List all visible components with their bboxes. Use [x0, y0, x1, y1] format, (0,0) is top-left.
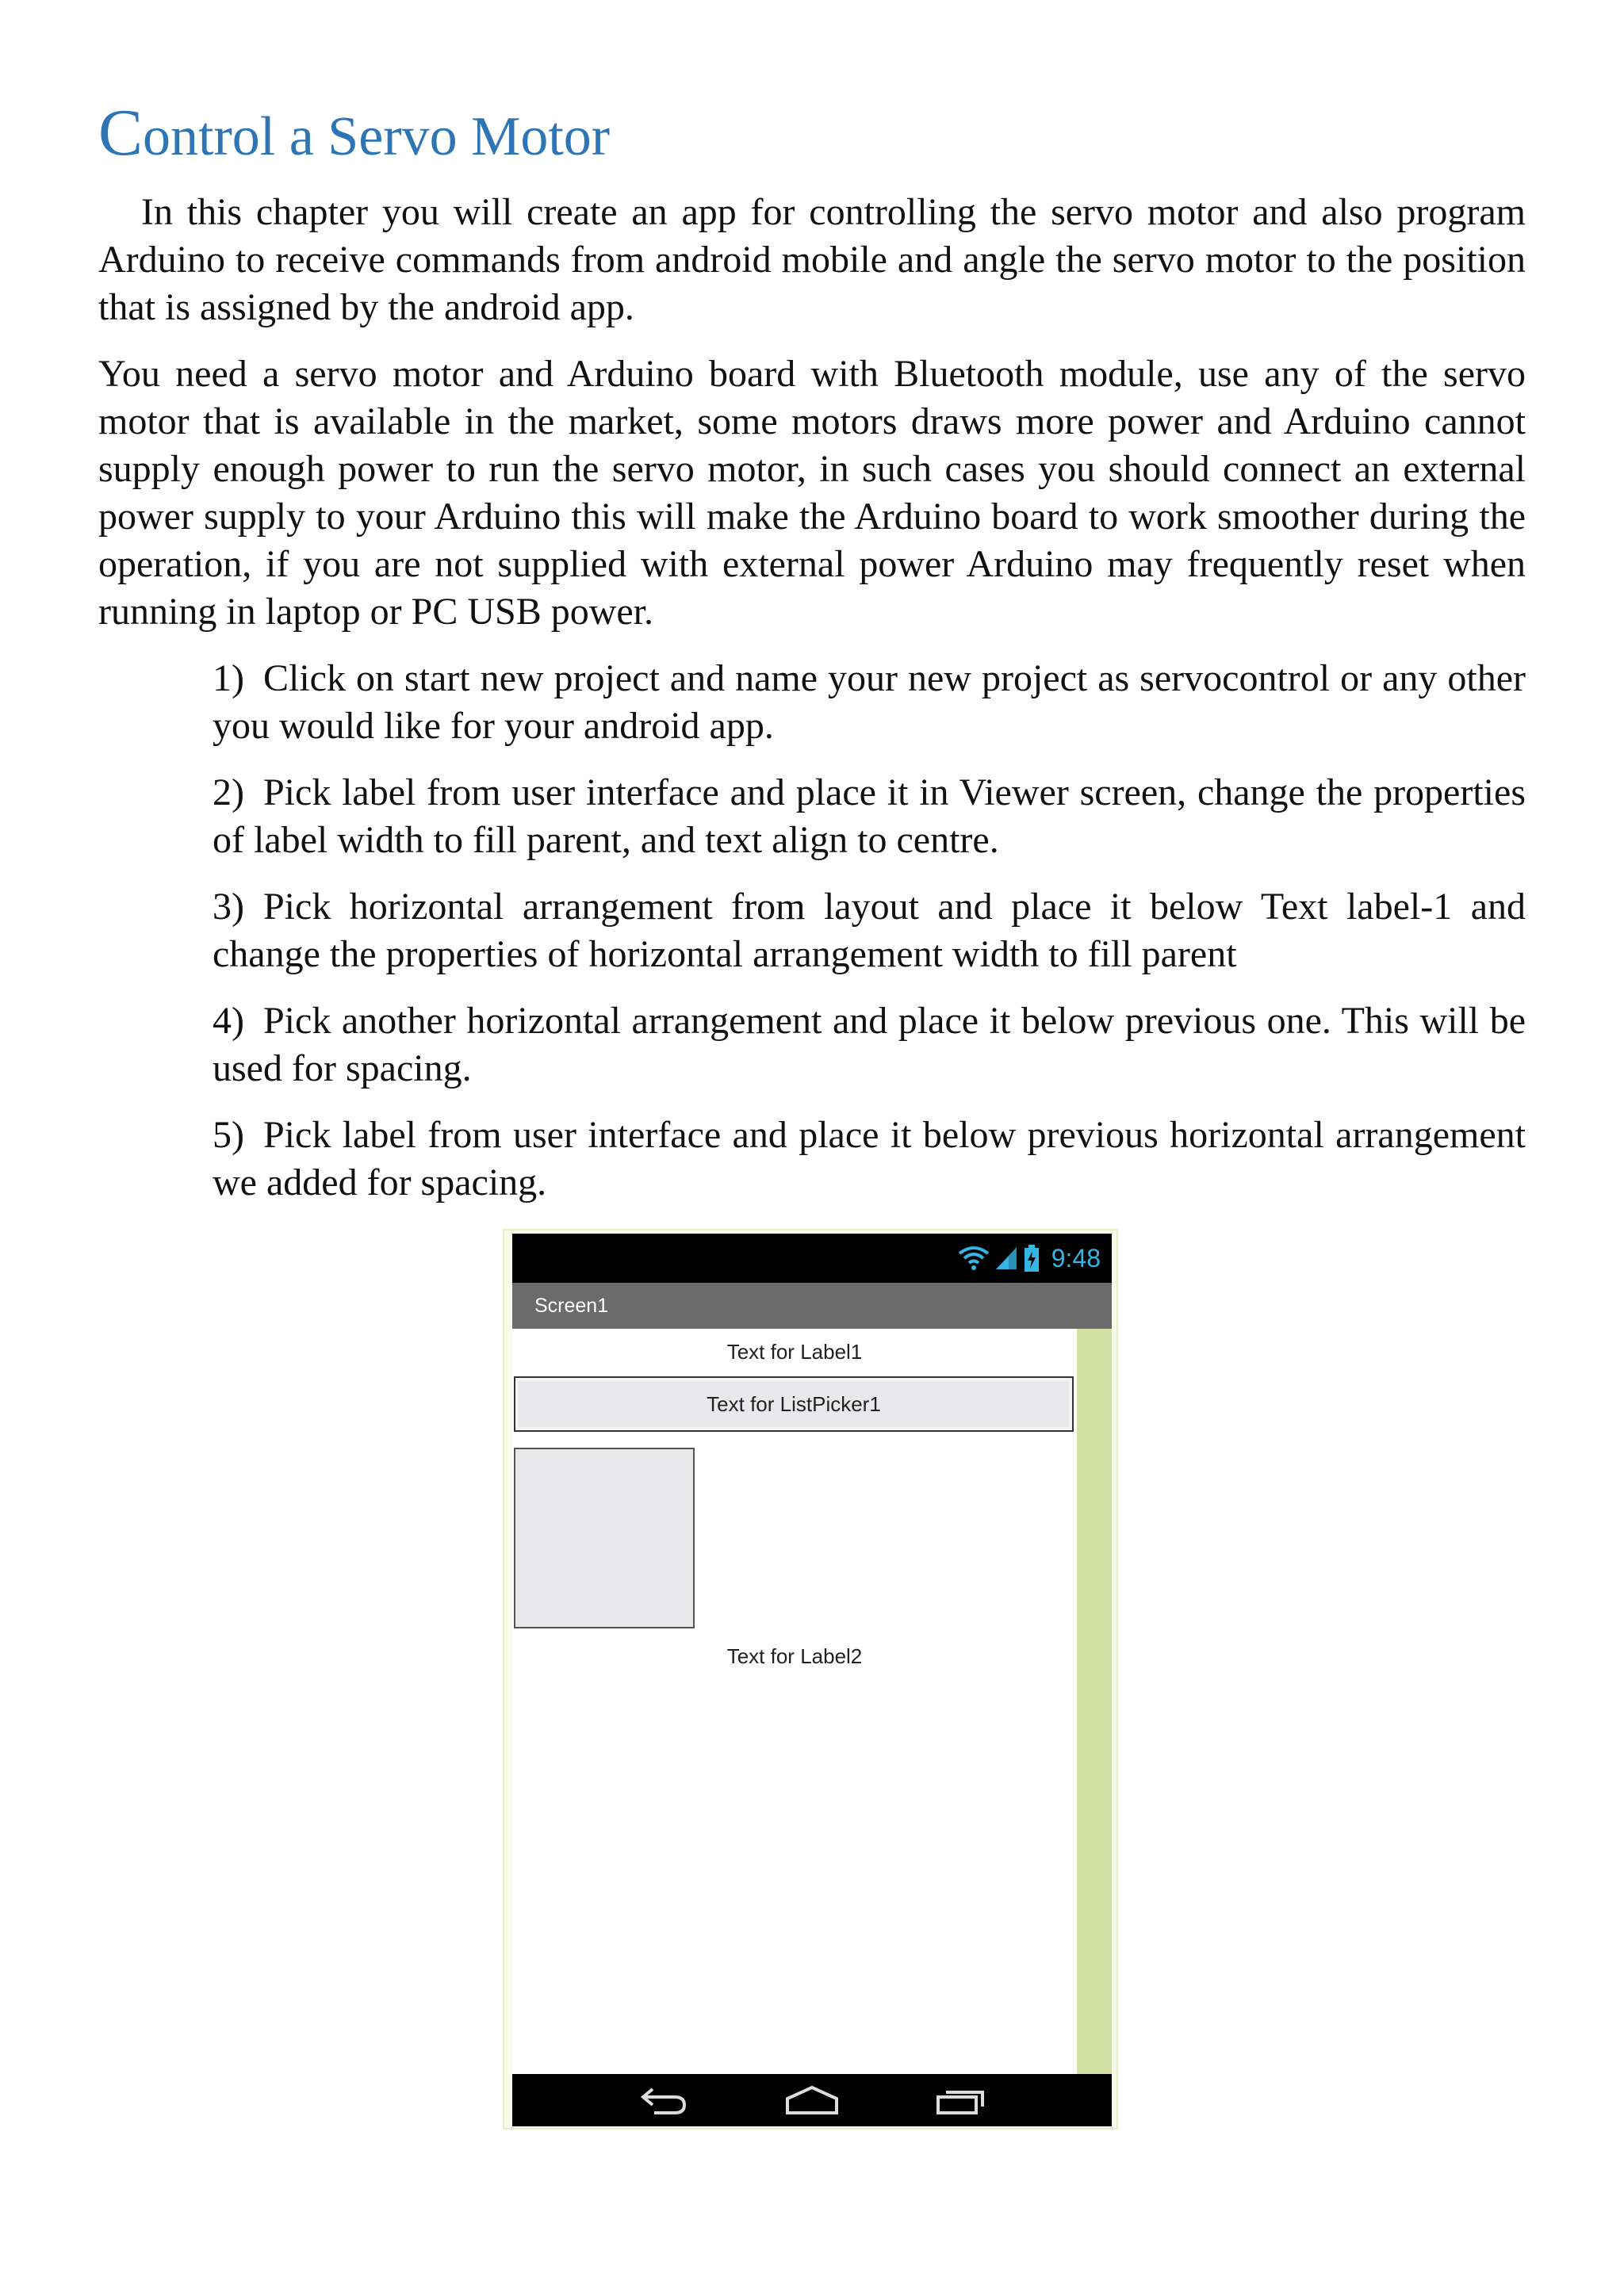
step-number: 2): [213, 771, 244, 813]
step-number: 5): [213, 1114, 244, 1156]
step-item-5: [213, 1112, 1526, 1207]
listpicker-button[interactable]: [514, 1376, 1074, 1432]
step-text: Pick label from user interface and place it in Viewer screen, change the properties of label width to fill parent, and text align to centre.: [213, 771, 1526, 861]
step-text: Click on start new project and name your new project as servocontrol or any other you would like for your android app.: [213, 657, 1526, 747]
step-item-1: [213, 655, 1526, 750]
step-text: Pick another horizontal arrangement and place it below previous one. This will be used for spacing.: [213, 1000, 1526, 1089]
screen-title: Screen1: [534, 1294, 609, 1317]
step-number: 3): [213, 886, 244, 928]
label2: Text for Label2: [726, 1644, 863, 1668]
viewer-screen: [512, 1329, 1112, 2074]
wifi-icon: [958, 1246, 990, 1271]
step-item-3: [213, 883, 1526, 978]
status-bar: [512, 1234, 1112, 1283]
listpicker-label: Text for ListPicker1: [707, 1391, 881, 1416]
step-text: Pick label from user interface and place it below previous horizontal arrangement we added for spacing.: [213, 1114, 1526, 1203]
page-title: [98, 94, 610, 174]
status-time: 9:48: [1051, 1243, 1101, 1272]
viewer-scrollbar[interactable]: [1077, 1329, 1112, 2074]
title-initial: C: [98, 96, 144, 170]
home-icon[interactable]: [784, 2084, 840, 2116]
screen-title-bar: [512, 1283, 1112, 1329]
step-item-4: [213, 997, 1526, 1093]
status-icons: [958, 1245, 1040, 1272]
horizontal-arrangement: [514, 1448, 695, 1628]
navigation-bar: [512, 2074, 1112, 2126]
signal-icon: [994, 1246, 1018, 1271]
step-item-2: [213, 769, 1526, 864]
step-number: 4): [213, 1000, 244, 1042]
requirements-paragraph: You need a servo motor and Arduino board with Bluetooth module, use any of the servo motor that is available in the market, some motors draws more power and Arduino cannot supply enough power to run the servo motor, in such cases you should connect an external power supply to your Arduino this will make the Arduino board to work smoother during the operation, if you are not supplied with external power Arduino may frequently reset when running in laptop or PC USB power.: [98, 353, 1526, 633]
step-text: Pick horizontal arrangement from layout and place it below Text label-1 and change the properties of horizontal arrangement width to fill parent: [213, 886, 1526, 975]
recent-apps-icon[interactable]: [935, 2084, 986, 2116]
title-rest: ontrol a Servo Motor: [143, 106, 611, 167]
phone-screenshot: [503, 1229, 1118, 2130]
back-icon[interactable]: [638, 2084, 689, 2116]
step-number: 1): [213, 657, 244, 699]
battery-icon: [1023, 1245, 1040, 1272]
label1: Text for Label1: [726, 1340, 863, 1364]
intro-paragraph: In this chapter you will create an app for controlling the servo motor and also program Arduino to receive commands from android mobile and angle the servo motor to the position that is assigned by the android app.: [98, 191, 1526, 328]
